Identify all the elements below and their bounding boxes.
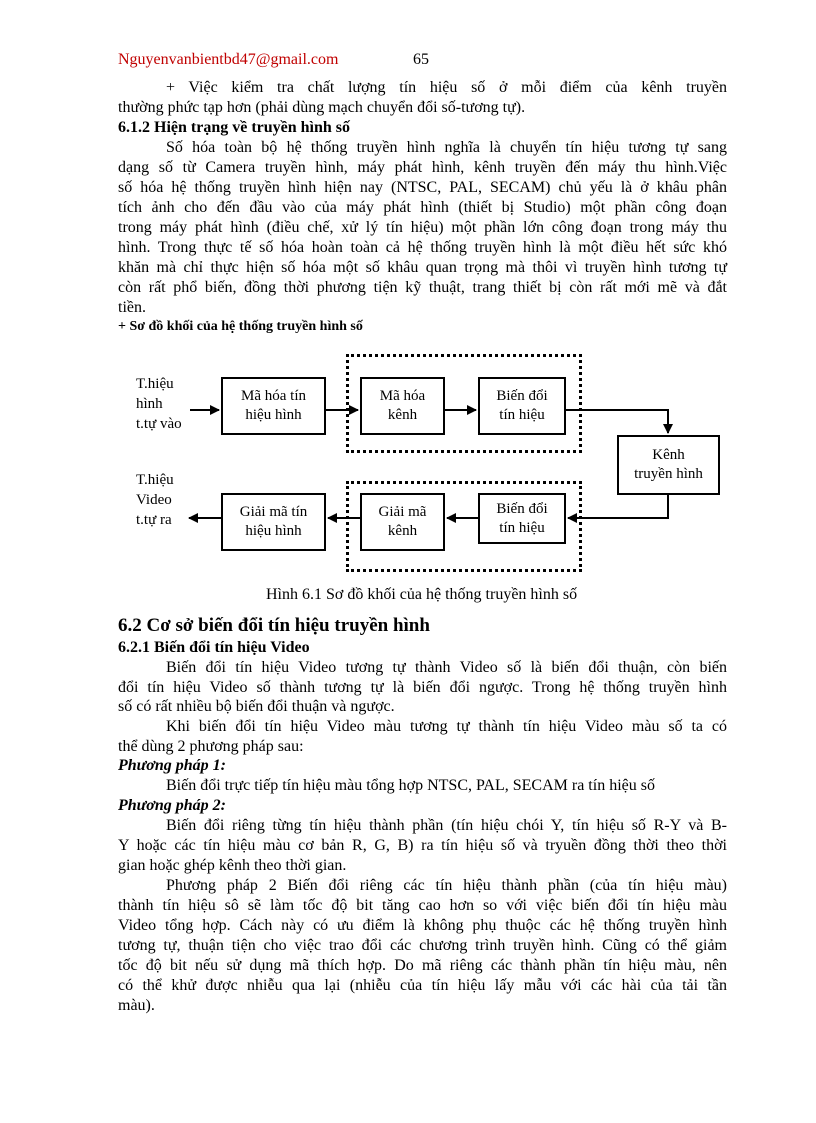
input-label: T.hiệu hình t.tự vào — [136, 376, 182, 432]
para3-last-line: màu). — [118, 997, 155, 1014]
para-612-line-7: còn rất phổ biến, đồng thời phương tiện kỹ thuật, trang thiết bị còn rất mới mẽ và đắt — [118, 279, 727, 296]
source-encoder-block: Mã hóa tín hiệu hình — [221, 377, 326, 435]
para2-last-line: thể dùng 2 phương pháp sau: — [118, 738, 304, 755]
para1-last-line: số có rất nhiều bộ biến đổi thuận và ngược. — [118, 698, 395, 715]
method2-line-0: Biến đổi riêng từng tín hiệu thành phần (tín hiệu chói Y, tín hiệu số R-Y và B- — [166, 817, 727, 834]
method1-title: Phương pháp 1: — [118, 757, 226, 774]
diagram-heading: + Sơ đồ khối của hệ thống truyền hình số — [118, 319, 363, 334]
source-decoder-block: Giải mã tín hiệu hình — [221, 493, 326, 551]
method2-last-line: gian hoặc ghép kênh theo thời gian. — [118, 857, 347, 874]
para3-line-3: tương tự, thuận tiện cho việc trao đổi các chương trình truyền hình. Cũng có thể giảm — [118, 937, 727, 954]
section-heading-612: 6.1.2 Hiện trạng về truyền hình số — [118, 119, 351, 136]
para2-line-0: Khi biến đổi tín hiệu Video màu tương tự thành tín hiệu Video màu số ta có — [166, 718, 727, 735]
intro-line-1: + Việc kiểm tra chất lượng tín hiệu số ở mỗi điểm của kênh truyền — [166, 79, 727, 96]
transmit-group-border — [346, 354, 582, 453]
section-heading-62: 6.2 Cơ sở biến đổi tín hiệu truyền hình — [118, 615, 430, 636]
para-612-line-3: tích ảnh cho đến đầu vào của máy phát hình (thiết bị Studio) một phần công đoạn — [118, 199, 727, 216]
intro-line-2: thường phức tạp hơn (phải dùng mạch chuyển đổi số-tương tự). — [118, 99, 526, 116]
header-email[interactable]: Nguyenvanbientbd47@gmail.com — [118, 51, 339, 68]
channel-decoder-block: Giải mã kênh — [360, 493, 445, 551]
channel-block: Kênh truyền hình — [617, 435, 720, 495]
method1-text: Biến đổi trực tiếp tín hiệu màu tổng hợp NTSC, PAL, SECAM ra tín hiệu số — [166, 777, 655, 794]
method2-title: Phương pháp 2: — [118, 797, 226, 814]
para-612-line-0: Số hóa toàn bộ hệ thống truyền hình nghĩa là chuyển tín hiệu tương tự sang — [166, 139, 727, 156]
para3-line-0: Phương pháp 2 Biến đổi riêng các tín hiệu thành phần (của tín hiệu màu) — [166, 877, 727, 894]
page-number: 65 — [413, 51, 429, 68]
para-612-line-4: trong máy phát hình (điều chế, xử lý tín hiệu) một phần lớn công đoạn trong máy thu — [118, 219, 727, 236]
arrow-channel-to-convert — [568, 495, 668, 518]
para-612-line-1: dạng số từ Camera truyền hình, máy phát hình, kênh truyền đến máy thu hình.Việc — [118, 159, 727, 176]
channel-encoder-block: Mã hóa kênh — [360, 377, 445, 435]
para1-line-0: Biến đổi tín hiệu Video tương tự thành Video số là biến đổi thuận, còn biến — [166, 659, 727, 676]
para1-line-1: đổi tín hiệu Video số thành tương tự là biến đổi ngược. Trong hệ thống truyền hình — [118, 679, 727, 696]
arrow-convert-to-channel — [566, 410, 668, 433]
output-label: T.hiệu Video t.tự ra — [136, 472, 174, 528]
method2-line-1: Y hoặc các tín hiệu màu cơ bản R, G, B) ra tín hiệu số và tryuền đồng thời theo thời — [118, 837, 727, 854]
figure-caption: Hình 6.1 Sơ đồ khối của hệ thống truyền hình số — [266, 586, 578, 603]
para-612-line-2: số hóa hệ thống truyền hình hiện nay (NTSC, PAL, SECAM) chủ yếu là ở khâu phân — [118, 179, 727, 196]
para3-line-2: Video tổng hợp. Cách này có ưu điểm là không phụ thuộc các hệ thống truyền hình — [118, 917, 727, 934]
converter-bottom-block: Biến đổi tín hiệu — [478, 493, 566, 544]
para3-line-4: tốc độ bit nếu sử dụng mã thích hợp. Do mã riêng các thành phần tín hiệu màu, nên — [118, 957, 727, 974]
para-612-last-line: tiền. — [118, 299, 146, 316]
converter-top-block: Biến đổi tín hiệu — [478, 377, 566, 435]
sub-heading-621: 6.2.1 Biến đổi tín hiệu Video — [118, 639, 310, 656]
para-612-line-5: hình. Trong thực tế số hóa hoàn toàn cả hệ thống truyền hình là một điều hết sức khó — [118, 239, 727, 256]
para3-line-1: thành tín hiệu sô sẽ làm tốc độ bit tăng cao hơn so với việc biến đổi tín hiệu màu — [118, 897, 727, 914]
para3-line-5: có thể khử được nhiễu qua lại (nhiễu của tín hiệu lấy mẫu với các hài của tải tần — [118, 977, 727, 994]
para-612-line-6: khăn mà chỉ thực hiện số hóa một số khâu quan trọng mà thôi vì truyền hình tương tự — [118, 259, 727, 276]
receive-group-border — [346, 481, 582, 572]
